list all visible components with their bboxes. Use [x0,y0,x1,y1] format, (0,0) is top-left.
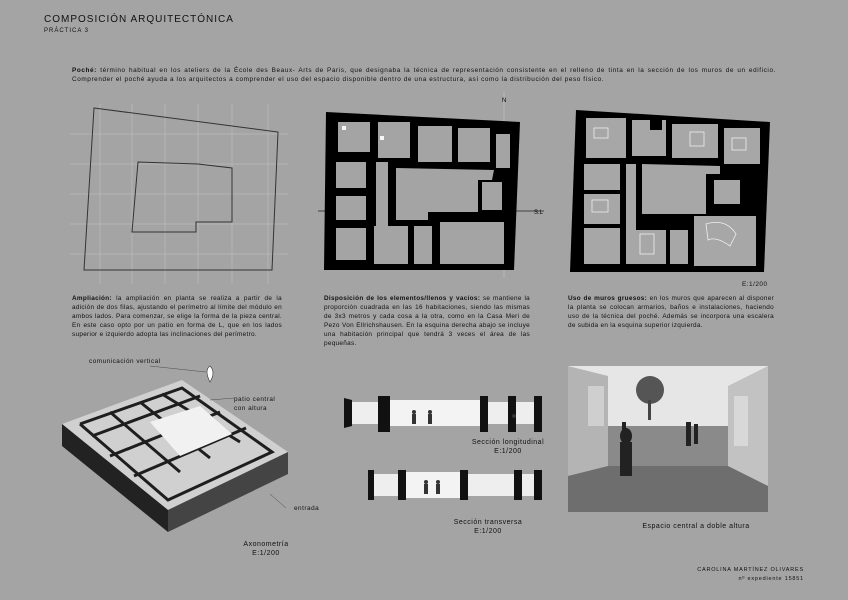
intro-text [72,66,776,84]
ampliacion-body: la ampliación en planta se realiza a partir de la adición de dos filas, ajustando el perímetro al límite del módulo en ambos lados. Para comenzar, se elige la forma de la pieza central. En este caso opto por un patio en forma de L, que en los lados superior e izquierdo adopta las inclinaciones del perímetro. [72,295,282,338]
record-number: nº expediente 15851 [738,576,804,582]
axonometry-drawing [50,360,300,540]
entrance-label: entrada [294,505,320,512]
plan-furnished-drawing [566,104,776,274]
footer [697,566,804,584]
central-space-render [568,366,768,512]
transverse-section-scale: E:1/200 [474,528,502,535]
ampliacion-text [72,294,282,339]
vertical-communication-label: comunicación vertical [89,358,161,365]
author-name: CAROLINA MARTÍNEZ OLIVARES [697,567,804,573]
axonometry-scale: E:1/200 [252,550,280,557]
longitudinal-section-drawing [344,390,544,436]
disposicion-term: Disposición de los elementos/llenos y vacíos: [324,295,481,302]
longitudinal-section-caption [460,438,556,456]
axonometry-caption [226,540,306,558]
central-patio-label: patio central con altura [234,396,276,412]
intro-term: Poché: [72,67,97,74]
plan-scale-label: E:1/200 [742,281,768,288]
transverse-section-title: Sección transversa [453,519,523,526]
section-mark-label: S.L [534,210,544,216]
transverse-section-drawing [368,466,544,504]
longitudinal-section-scale: E:1/200 [494,448,522,455]
disposicion-text [324,294,530,348]
north-label: N [502,98,507,104]
muros-body: en los muros que aparecen al disponer la planta se colocan armarios, baños e instalaciones, haciendo uso de la técnica del poché. Además se incorpora una escalera de subida en la esquina superior izquierda. [568,295,774,329]
page-subtitle: PRÁCTICA 3 [44,28,90,34]
muros-text [568,294,774,330]
longitudinal-section-title: Sección longitudinal [471,439,545,446]
plan-grid-drawing [70,104,288,284]
transverse-section-caption [440,518,536,536]
page-title: COMPOSICIÓN ARQUITECTÓNICA [44,14,234,25]
ampliacion-term: Ampliación: [72,295,112,302]
render-caption: Espacio central a doble altura [642,523,750,530]
plan-poche-drawing [318,92,556,278]
disposicion-body: se mantiene la proporción cuadrada en las 16 habitaciones, siendo las mismas de 3x3 metros y cada cosa a la otra, como en la Casa Meri de Pezo Von Ellrichshausen. En la esquina derecha abajo se incluye una habitación principal que tendrá 3 veces el área de las pequeñas. [324,295,531,347]
intro-body: término habitual en los ateliers de la École des Beaux- Arts de Paris, que designaba la técnica de representación consistente en el relleno de tinta en la sección de los muros de un edificio. Comprender el poché ayuda a los arquitectos a comprender el uso del espacio disponible dentro de una estructura, así como la distribución del peso físico. [72,67,776,83]
muros-term: Uso de muros gruesos: [568,295,648,302]
axonometry-caption-title: Axonometría [243,541,289,548]
